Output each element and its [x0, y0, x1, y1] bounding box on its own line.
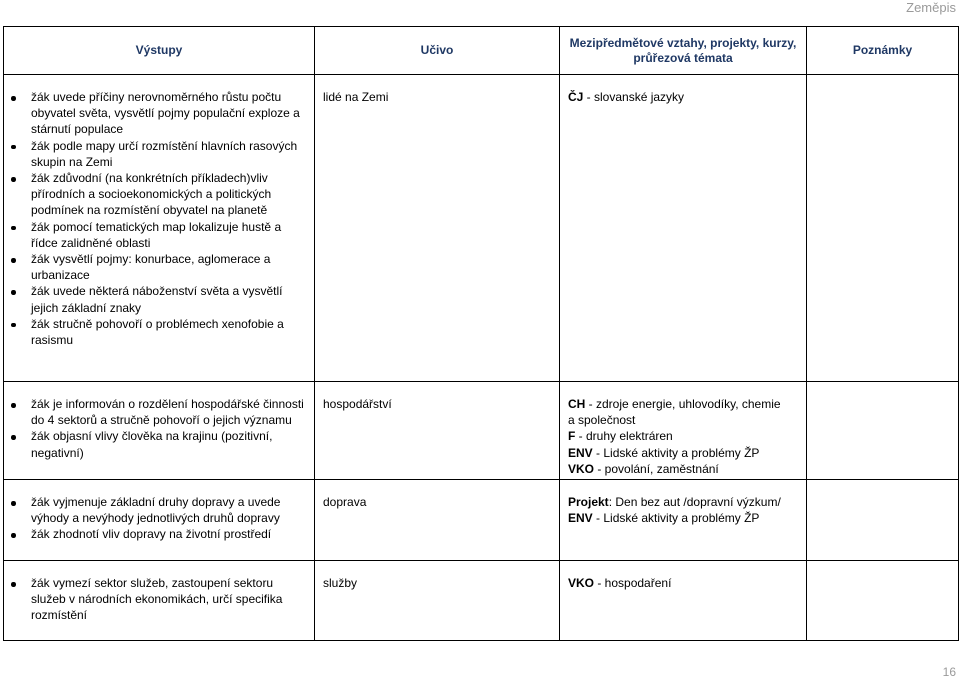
- relation-subject: ENV: [568, 445, 593, 460]
- topic-text: lidé na Zemi: [323, 90, 389, 104]
- curriculum-table: [3, 26, 959, 641]
- relation-line: [568, 575, 798, 591]
- topic-cell: [315, 75, 560, 382]
- output-item: žák uvede některá náboženství světa a vysvětlí jejich základní znaky: [4, 283, 306, 315]
- output-item: žák podle mapy určí rozmístění hlavních rasových skupin na Zemi: [4, 138, 306, 170]
- relation-text: - Lidské aktivity a problémy ŽP: [592, 511, 760, 526]
- table-row: [4, 75, 959, 382]
- table-row: [4, 561, 959, 641]
- col-header-topic: Učivo: [315, 27, 560, 75]
- notes-text: [807, 75, 958, 89]
- relation-subject: Projekt: [568, 495, 609, 509]
- col-header-relations: Mezipředmětové vztahy, projekty, kurzy, průřezová témata: [560, 27, 807, 75]
- outputs-cell: [4, 561, 315, 641]
- table-row: [4, 382, 959, 480]
- relation-subject: CH: [568, 397, 586, 411]
- output-item: žák pomocí tematických map lokalizuje hustě a řídce zalidněné oblasti: [4, 219, 306, 251]
- notes-text: [807, 480, 958, 494]
- topic-cell: [315, 382, 560, 480]
- relation-text: - zdroje energie, uhlovodíky, chemie: [585, 397, 781, 411]
- output-item: žák vyjmenuje základní druhy dopravy a uvede výhody a nevýhody jednotlivých druhů dopravy: [4, 494, 306, 526]
- notes-cell: [807, 480, 959, 561]
- col-header-outputs: Výstupy: [4, 27, 315, 75]
- output-item: žák zdůvodní (na konkrétních příkladech)vliv přírodních a socioekonomických a politických podmínek na rozmístění obyvatel na planetě: [4, 170, 306, 219]
- output-item: žák zhodnotí vliv dopravy na životní prostředí: [4, 526, 306, 542]
- relation-line: [568, 445, 798, 461]
- relation-line: [568, 89, 798, 105]
- relations-cell: [560, 561, 807, 641]
- relation-text: - Lidské aktivity a problémy ŽP: [592, 445, 760, 460]
- notes-cell: [807, 75, 959, 382]
- relation-text: - hospodaření: [594, 576, 672, 590]
- relation-line: [568, 510, 798, 526]
- table-row: [4, 480, 959, 561]
- outputs-cell: [4, 75, 315, 382]
- output-item: žák uvede příčiny nerovnoměrného růstu počtu obyvatel světa, vysvětlí pojmy populační exploze a stárnutí populace: [4, 89, 306, 138]
- notes-text: [807, 382, 958, 396]
- page-number: 16: [942, 665, 956, 679]
- page-header: Zeměpis: [906, 0, 956, 15]
- topic-text: doprava: [323, 495, 367, 509]
- relation-line: [568, 494, 798, 510]
- relation-line: [568, 461, 798, 477]
- relation-text: - druhy elektráren: [575, 429, 673, 444]
- relation-subject: F: [568, 429, 576, 444]
- output-item: žák je informován o rozdělení hospodářské činnosti do 4 sektorů a stručně pohovoří o jejich významu: [4, 396, 306, 428]
- outputs-cell: [4, 480, 315, 561]
- outputs-cell: [4, 382, 315, 480]
- output-item: žák stručně pohovoří o problémech xenofobie a rasismu: [4, 316, 306, 348]
- topic-text: služby: [323, 576, 358, 590]
- output-item: žák vymezí sektor služeb, zastoupení sektoru služeb v národních ekonomikách, určí specifika rozmístění: [4, 575, 306, 624]
- relation-text: a společnost: [568, 413, 636, 428]
- relation-text: : Den bez aut /dopravní výzkum/: [608, 495, 781, 509]
- topic-text: hospodářství: [323, 397, 392, 411]
- table-header-row: [4, 27, 959, 75]
- topic-cell: [315, 561, 560, 641]
- relation-text: - povolání, zaměstnání: [594, 461, 719, 476]
- relation-line: [568, 412, 798, 428]
- relation-subject: ENV: [568, 511, 593, 526]
- relation-subject: ČJ: [568, 90, 584, 104]
- relation-line: [568, 428, 798, 444]
- relations-cell: [560, 480, 807, 561]
- relations-cell: [560, 382, 807, 480]
- notes-cell: [807, 382, 959, 480]
- relation-subject: VKO: [568, 461, 595, 476]
- relations-cell: [560, 75, 807, 382]
- relation-line: [568, 396, 798, 412]
- relation-subject: VKO: [568, 576, 595, 590]
- output-item: žák objasní vlivy člověka na krajinu (pozitivní, negativní): [4, 428, 306, 460]
- col-header-notes: Poznámky: [807, 27, 959, 75]
- topic-cell: [315, 480, 560, 561]
- output-item: žák vysvětlí pojmy: konurbace, aglomerace a urbanizace: [4, 251, 306, 283]
- notes-text: [807, 561, 958, 575]
- notes-cell: [807, 561, 959, 641]
- relation-text: - slovanské jazyky: [583, 90, 685, 104]
